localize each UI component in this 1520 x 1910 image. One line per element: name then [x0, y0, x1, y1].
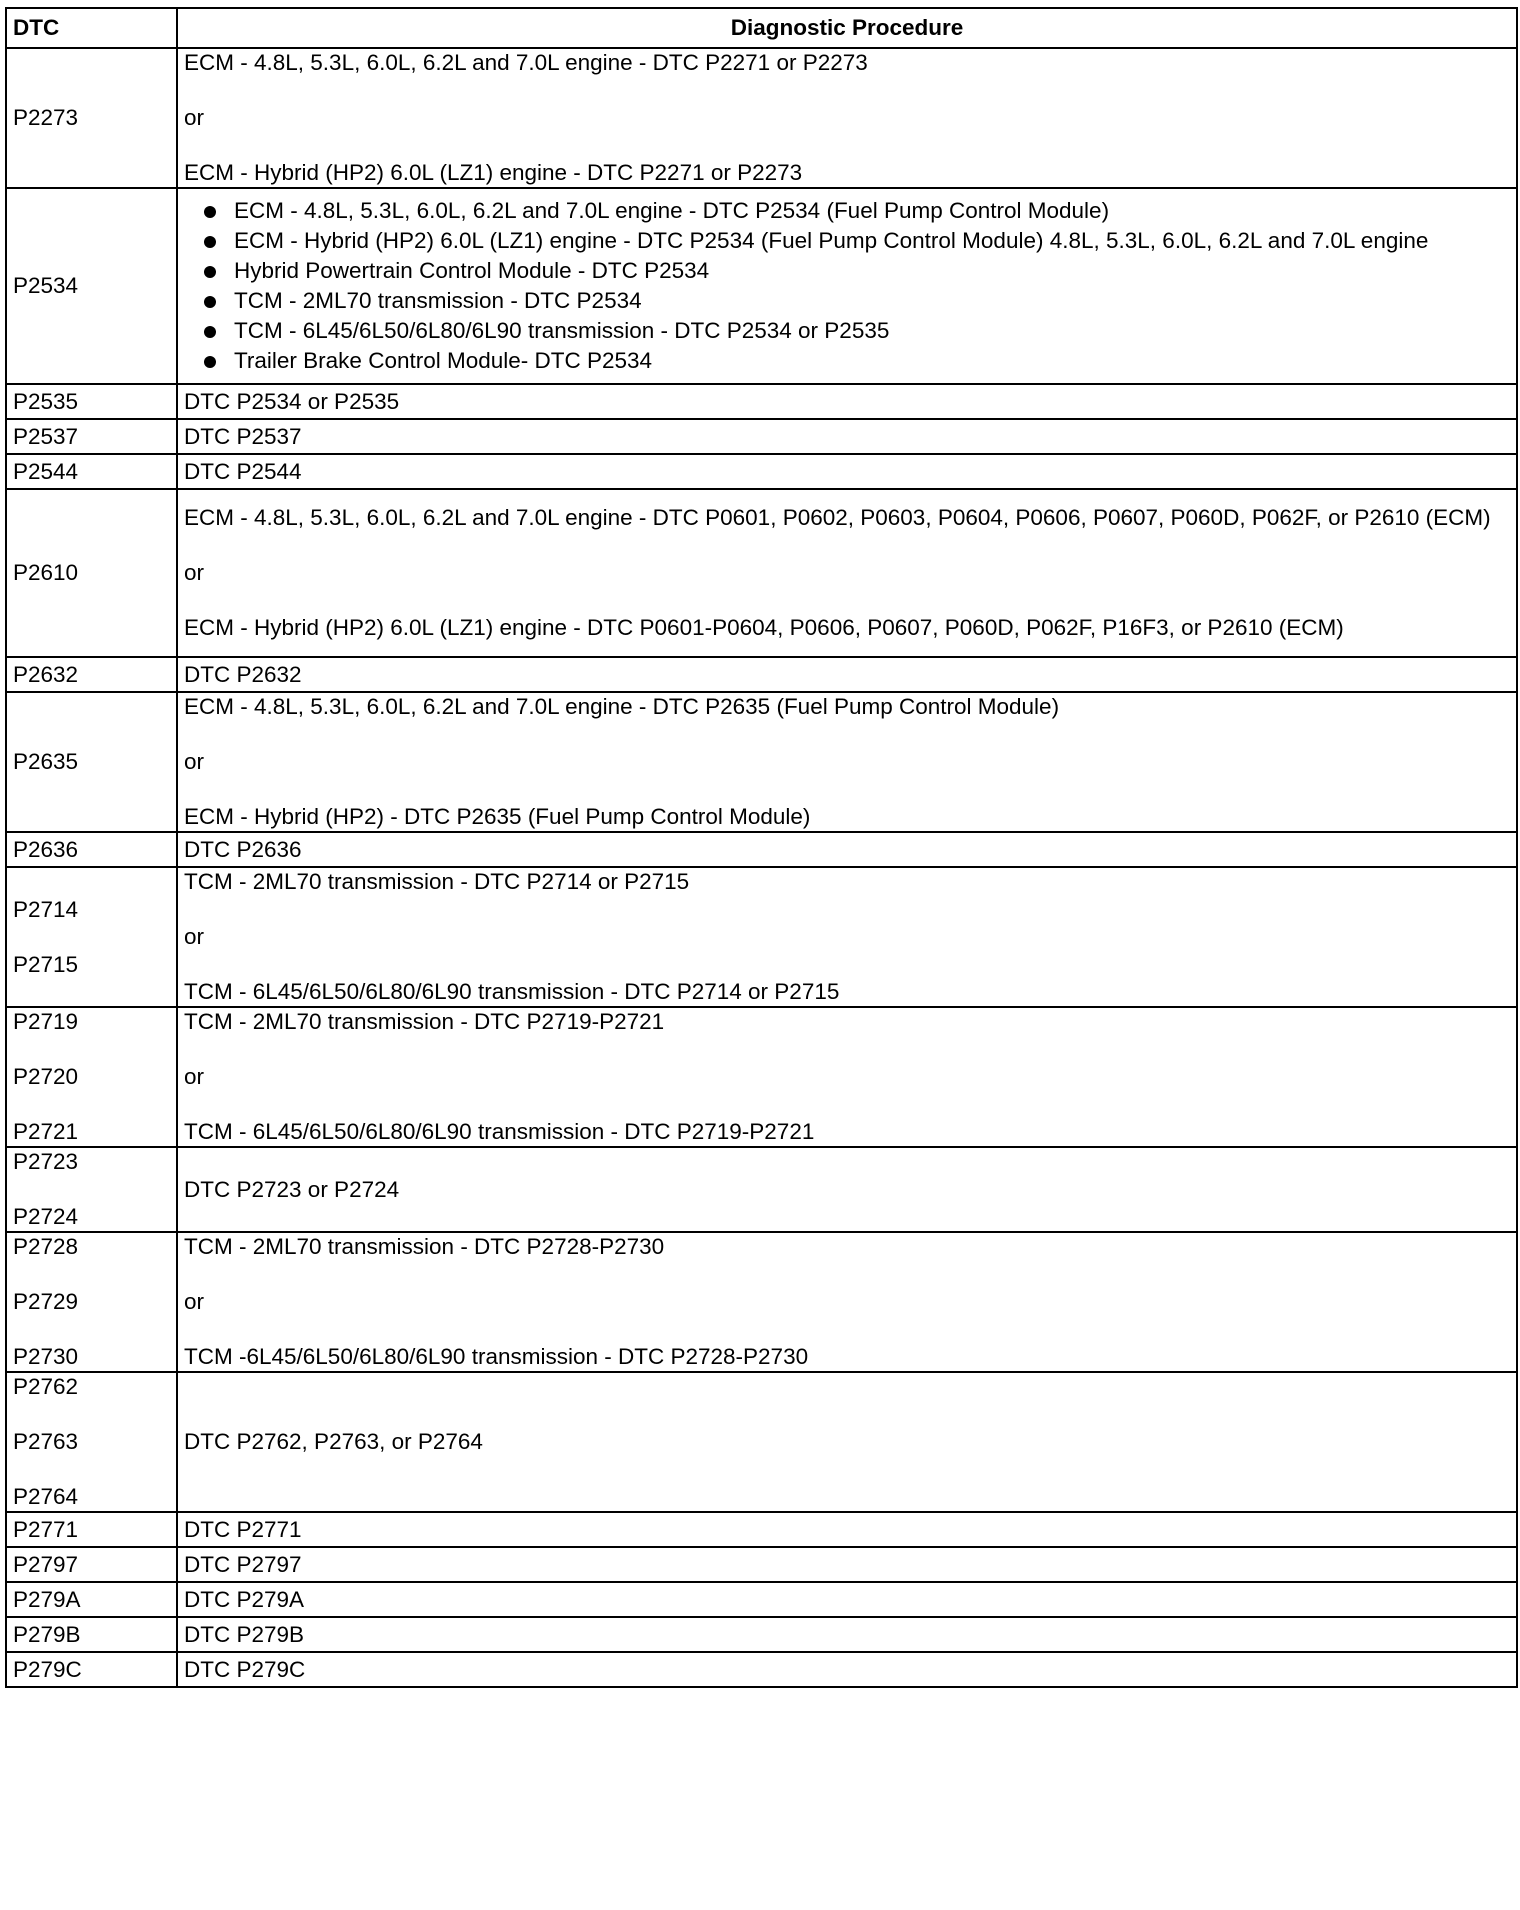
diagnostic-procedure-cell [177, 489, 1517, 657]
diagnostic-procedure-cell [177, 188, 1517, 384]
dtc-code-cell [6, 1617, 177, 1652]
dtc-code-cell [6, 1582, 177, 1617]
dtc-code: P2535 [13, 388, 79, 414]
diagnostic-procedure-cell [177, 1617, 1517, 1652]
dtc-code-cell [6, 1007, 177, 1147]
procedure-line: TCM -6L45/6L50/6L80/6L90 transmission - DTC P2728-P2730 [184, 1344, 809, 1369]
table-row [6, 832, 1517, 867]
dtc-code: P2723 [13, 1149, 79, 1174]
table-row [6, 419, 1517, 454]
table-row [6, 454, 1517, 489]
procedure-or-separator: or [184, 560, 205, 585]
table-row [6, 1547, 1517, 1582]
dtc-procedure-table [5, 7, 1518, 1688]
dtc-code: P279C [13, 1656, 82, 1682]
diagnostic-procedure-cell [177, 692, 1517, 832]
dtc-code: P2720 [13, 1064, 79, 1089]
dtc-code: P279A [13, 1586, 81, 1612]
procedure-line: DTC P2771 [184, 1516, 302, 1542]
dtc-code: P2730 [13, 1344, 79, 1369]
dtc-code-cell [6, 1232, 177, 1372]
table-row [6, 1652, 1517, 1687]
dtc-code: P2534 [13, 273, 79, 298]
diagnostic-procedure-cell [177, 832, 1517, 867]
procedure-line: TCM - 2ML70 transmission - DTC P2728-P2730 [184, 1234, 665, 1259]
diagnostic-procedure-cell [177, 1147, 1517, 1232]
procedure-or-separator: or [184, 105, 205, 130]
diagnostic-procedure-cell [177, 1547, 1517, 1582]
procedure-bullet-item: ECM - Hybrid (HP2) 6.0L (LZ1) engine - DTC P2534 (Fuel Pump Control Module) 4.8L, 5.3L, 6.0L, 6.2L and 7.0L engine [184, 226, 1510, 256]
procedure-line: DTC P2632 [184, 661, 302, 687]
procedure-line: TCM - 6L45/6L50/6L80/6L90 transmission - DTC P2719-P2721 [184, 1119, 815, 1144]
diagnostic-procedure-cell [177, 1582, 1517, 1617]
diagnostic-procedure-cell [177, 48, 1517, 188]
dtc-code-cell [6, 454, 177, 489]
dtc-code: P2764 [13, 1484, 79, 1509]
dtc-code: P2762 [13, 1374, 79, 1399]
procedure-or-separator: or [184, 1064, 205, 1089]
dtc-code: P2729 [13, 1289, 79, 1314]
dtc-code: P2635 [13, 749, 79, 774]
table-header-row [6, 8, 1517, 48]
table-row [6, 1582, 1517, 1617]
dtc-code-cell [6, 1147, 177, 1232]
table-row [6, 867, 1517, 1007]
table-row [6, 657, 1517, 692]
dtc-code-cell [6, 419, 177, 454]
diagnostic-procedure-cell [177, 384, 1517, 419]
procedure-line: ECM - 4.8L, 5.3L, 6.0L, 6.2L and 7.0L engine - DTC P2635 (Fuel Pump Control Module) [184, 694, 1060, 719]
dtc-code: P2771 [13, 1516, 79, 1542]
column-header-dtc: DTC [6, 8, 177, 48]
procedure-line: ECM - 4.8L, 5.3L, 6.0L, 6.2L and 7.0L engine - DTC P2271 or P2273 [184, 50, 868, 75]
table-row [6, 1007, 1517, 1147]
procedure-line: ECM - Hybrid (HP2) - DTC P2635 (Fuel Pump Control Module) [184, 804, 811, 829]
procedure-line: TCM - 2ML70 transmission - DTC P2719-P2721 [184, 1009, 665, 1034]
dtc-code-cell [6, 832, 177, 867]
column-header-diagnostic-procedure: Diagnostic Procedure [177, 8, 1517, 48]
dtc-code: P2715 [13, 951, 79, 977]
diagnostic-procedure-cell [177, 1372, 1517, 1512]
dtc-code: P2537 [13, 423, 79, 449]
table-row [6, 692, 1517, 832]
dtc-code: P2273 [13, 105, 79, 130]
dtc-code: P2728 [13, 1234, 79, 1259]
dtc-code: P2544 [13, 458, 79, 484]
procedure-or-separator: or [184, 749, 205, 774]
dtc-code-cell [6, 1652, 177, 1687]
diagnostic-procedure-cell [177, 454, 1517, 489]
procedure-bullet-list [184, 196, 1510, 376]
procedure-bullet-item: TCM - 6L45/6L50/6L80/6L90 transmission - DTC P2534 or P2535 [184, 316, 1510, 346]
procedure-line: ECM - 4.8L, 5.3L, 6.0L, 6.2L and 7.0L engine - DTC P0601, P0602, P0603, P0604, P0606, P0607, P060D, P062F, or P2610 (ECM) [184, 505, 1491, 530]
dtc-code: P2636 [13, 836, 79, 862]
dtc-code: P279B [13, 1621, 81, 1647]
procedure-line: DTC P2534 or P2535 [184, 388, 400, 414]
dtc-code: P2610 [13, 560, 79, 585]
procedure-line: ECM - Hybrid (HP2) 6.0L (LZ1) engine - DTC P2271 or P2273 [184, 160, 803, 185]
dtc-code-cell [6, 1512, 177, 1547]
procedure-line: DTC P2762, P2763, or P2764 [184, 1429, 483, 1454]
dtc-code: P2797 [13, 1551, 79, 1577]
procedure-or-separator: or [184, 1289, 205, 1314]
table-row [6, 1512, 1517, 1547]
procedure-line: DTC P279A [184, 1586, 305, 1612]
procedure-line: DTC P2797 [184, 1551, 302, 1577]
diagnostic-procedure-cell [177, 1512, 1517, 1547]
diagnostic-procedure-cell [177, 1652, 1517, 1687]
table-body [6, 48, 1517, 1687]
procedure-bullet-item: Hybrid Powertrain Control Module - DTC P2534 [184, 256, 1510, 286]
procedure-line: DTC P279B [184, 1621, 305, 1647]
procedure-line: DTC P279C [184, 1656, 306, 1682]
procedure-line: ECM - Hybrid (HP2) 6.0L (LZ1) engine - DTC P0601-P0604, P0606, P0607, P060D, P062F, P16F3, or P2610 (ECM) [184, 615, 1344, 640]
diagnostic-procedure-cell [177, 867, 1517, 1007]
dtc-code-cell [6, 1372, 177, 1512]
dtc-code: P2719 [13, 1009, 79, 1034]
procedure-line: DTC P2636 [184, 836, 302, 862]
table-row [6, 48, 1517, 188]
diagnostic-procedure-cell [177, 1232, 1517, 1372]
table-row [6, 1372, 1517, 1512]
dtc-code-cell [6, 48, 177, 188]
dtc-code: P2724 [13, 1204, 79, 1229]
procedure-line: TCM - 2ML70 transmission - DTC P2714 or P2715 [184, 869, 690, 894]
diagnostic-procedure-cell [177, 657, 1517, 692]
dtc-code-cell [6, 657, 177, 692]
procedure-bullet-item: TCM - 2ML70 transmission - DTC P2534 [184, 286, 1510, 316]
dtc-code-cell [6, 867, 177, 1007]
table-row [6, 1232, 1517, 1372]
table-row [6, 489, 1517, 657]
diagnostic-procedure-cell [177, 1007, 1517, 1147]
dtc-code-cell [6, 489, 177, 657]
dtc-code-cell [6, 384, 177, 419]
procedure-line: DTC P2544 [184, 458, 302, 484]
procedure-bullet-item: Trailer Brake Control Module- DTC P2534 [184, 346, 1510, 376]
procedure-line: TCM - 6L45/6L50/6L80/6L90 transmission - DTC P2714 or P2715 [184, 979, 840, 1004]
procedure-bullet-item: ECM - 4.8L, 5.3L, 6.0L, 6.2L and 7.0L engine - DTC P2534 (Fuel Pump Control Module) [184, 196, 1510, 226]
procedure-or-separator: or [184, 924, 205, 949]
table-row [6, 384, 1517, 419]
dtc-code: P2632 [13, 661, 79, 687]
dtc-code-cell [6, 1547, 177, 1582]
procedure-line: DTC P2537 [184, 423, 302, 449]
dtc-code-cell [6, 188, 177, 384]
diagnostic-procedure-cell [177, 419, 1517, 454]
table-row [6, 1617, 1517, 1652]
dtc-code: P2714 [13, 896, 79, 922]
dtc-code: P2763 [13, 1429, 79, 1454]
procedure-line: DTC P2723 or P2724 [184, 1176, 400, 1202]
dtc-code: P2721 [13, 1119, 79, 1144]
table-row [6, 1147, 1517, 1232]
dtc-code-cell [6, 692, 177, 832]
table-row [6, 188, 1517, 384]
